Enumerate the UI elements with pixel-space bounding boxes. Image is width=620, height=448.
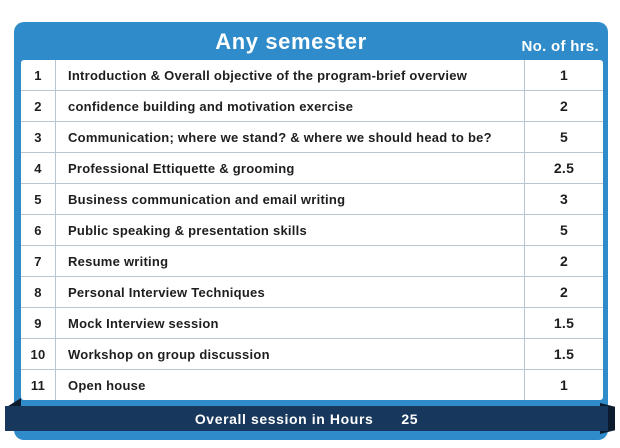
- row-topic-cell: Public speaking & presentation skills: [68, 222, 307, 238]
- row-hours-cell: 2: [524, 246, 603, 276]
- hours-column-header: No. of hrs.: [521, 38, 599, 55]
- row-hours-cell: 1: [524, 370, 603, 400]
- row-hours-cell: 1.5: [524, 339, 603, 369]
- total-hours-ribbon: [5, 406, 608, 431]
- row-hours-cell: 5: [524, 122, 603, 152]
- row-hours-cell: 2.5: [524, 153, 603, 183]
- page-title: Any semester: [215, 29, 367, 54]
- row-topic-cell: Resume writing: [68, 253, 169, 269]
- row-hours-cell: 1.5: [524, 308, 603, 338]
- row-topic-cell: Introduction & Overall objective of the program-brief overview: [68, 67, 468, 83]
- total-hours-value: 25: [401, 410, 419, 427]
- row-number-cell: 9: [21, 308, 56, 338]
- row-hours-cell: 2: [524, 91, 603, 121]
- row-hours-cell: 5: [524, 215, 603, 245]
- table-row: [21, 184, 603, 215]
- row-topic-cell: Business communication and email writing: [68, 191, 346, 207]
- table-row: [21, 246, 603, 277]
- row-number-cell: 2: [21, 91, 56, 121]
- table-row: [21, 122, 603, 153]
- total-hours-label: Overall session in Hours: [194, 410, 374, 427]
- table-row: [21, 339, 603, 370]
- row-number-cell: 11: [21, 370, 56, 400]
- table-row: [21, 370, 603, 400]
- table-row: [21, 308, 603, 339]
- row-topic-cell: Mock Interview session: [68, 315, 219, 331]
- row-topic-cell: Professional Ettiquette & grooming: [68, 160, 295, 176]
- row-topic-cell: Workshop on group discussion: [68, 346, 270, 362]
- row-topic-cell: Communication; where we stand? & where we should head to be?: [68, 129, 492, 145]
- row-number-cell: 7: [21, 246, 56, 276]
- table-row: [21, 60, 603, 91]
- row-number-cell: 3: [21, 122, 56, 152]
- row-number-cell: 10: [21, 339, 56, 369]
- card-header: [14, 22, 608, 60]
- row-number-cell: 6: [21, 215, 56, 245]
- row-number-cell: 4: [21, 153, 56, 183]
- row-topic-cell: confidence building and motivation exercise: [68, 98, 354, 114]
- card-frame: [14, 22, 608, 440]
- table-row: [21, 215, 603, 246]
- row-hours-cell: 1: [524, 60, 603, 90]
- table-body: [21, 60, 603, 400]
- row-number-cell: 8: [21, 277, 56, 307]
- table-row: [21, 153, 603, 184]
- row-number-cell: 1: [21, 60, 56, 90]
- row-hours-cell: 2: [524, 277, 603, 307]
- table-row: [21, 277, 603, 308]
- row-number-cell: 5: [21, 184, 56, 214]
- table-row: [21, 91, 603, 122]
- row-topic-cell: Open house: [68, 377, 146, 393]
- row-hours-cell: 3: [524, 184, 603, 214]
- row-topic-cell: Personal Interview Techniques: [68, 284, 266, 300]
